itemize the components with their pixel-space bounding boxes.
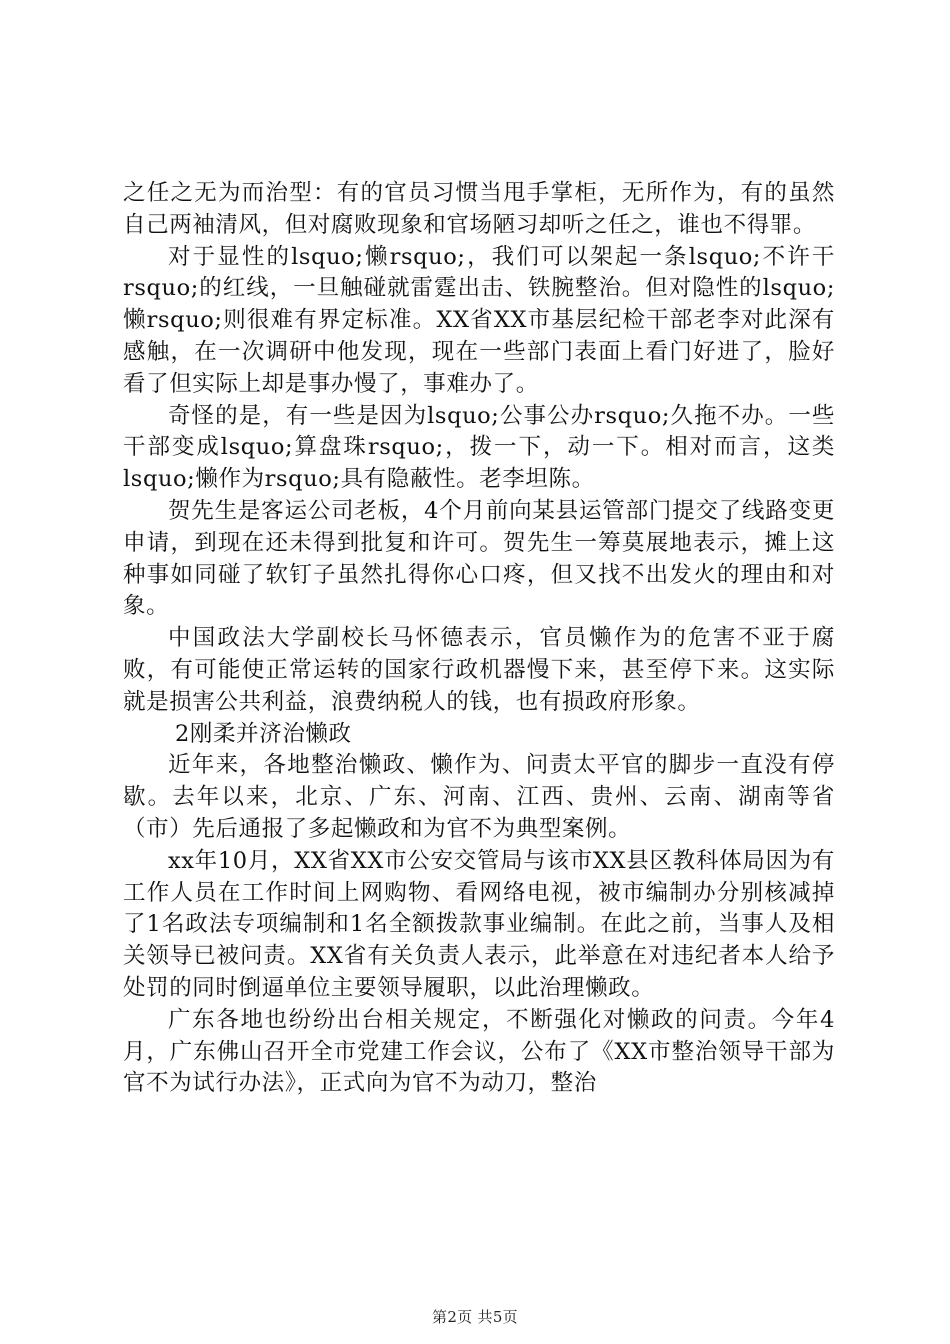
paragraph-2: 对于显性的lsquo;懒rsquo;，我们可以架起一条lsquo;不许干rsquo;的红线，一旦触碰就雷霆出击、铁腕整治。但对隐性的lsquo;懒rsquo;则很难有界定标准。XX省XX市基层纪检干部老李对此深有感触，在一次调研中他发现，现在一些部门表面上看门好进了，脸好看了但实际上却是事办慢了，事难办了。 (123, 243, 835, 397)
section-heading: 2刚柔并济治懒政 (175, 720, 352, 747)
page-footer: 第2页 共5页 (432, 1308, 518, 1326)
paragraph-4: 贺先生是客运公司老板，4个月前向某县运管部门提交了线路变更申请，到现在还未得到批复和许可。贺先生一筹莫展地表示，摊上这种事如同碰了软钉子虽然扎得你心口疼，但又找不出发火的理由和对象。 (123, 497, 835, 620)
paragraph-5: 中国政法大学副校长马怀德表示，官员懒作为的危害不亚于腐败，有可能使正常运转的国家行政机器慢下来，甚至停下来。这实际就是损害公共利益，浪费纳税人的钱，也有损政府形象。 (123, 625, 835, 715)
paragraph-1: 之任之无为而治型：有的官员习惯当甩手掌柜，无所作为，有的虽然自己两袖清风，但对腐败现象和官场陋习却听之任之，谁也不得罪。 (123, 180, 835, 238)
paragraph-6: 近年来，各地整治懒政、懒作为、问责太平官的脚步一直没有停歇。去年以来，北京、广东、河南、江西、贵州、云南、湖南等省（市）先后通报了多起懒政和为官不为典型案例。 (123, 752, 835, 842)
paragraph-7: xx年10月，XX省XX市公安交管局与该市XX县区教科体局因为有工作人员在工作时间上网购物、看网络电视，被市编制办分别核减掉了1名政法专项编制和1名全额拨款事业编制。在此之前，当事人及相关领导已被问责。XX省有关负责人表示，此举意在对违纪者本人给予处罚的同时倒逼单位主要领导履职，以此治理懒政。 (123, 847, 835, 1001)
document-body (123, 178, 835, 1100)
paragraph-8: 广东各地也纷纷出台相关规定，不断强化对懒政的问责。今年4月，广东佛山召开全市党建工作会议，公布了《XX市整治领导干部为官不为试行办法》，正式向为官不为动刀，整治 (123, 1006, 835, 1097)
paragraph-3: 奇怪的是，有一些是因为lsquo;公事公办rsquo;久拖不办。一些干部变成lsquo;算盘珠rsquo;，拨一下，动一下。相对而言，这类lsquo;懒作为rsquo;具有隐蔽性。老李坦陈。 (123, 402, 835, 493)
